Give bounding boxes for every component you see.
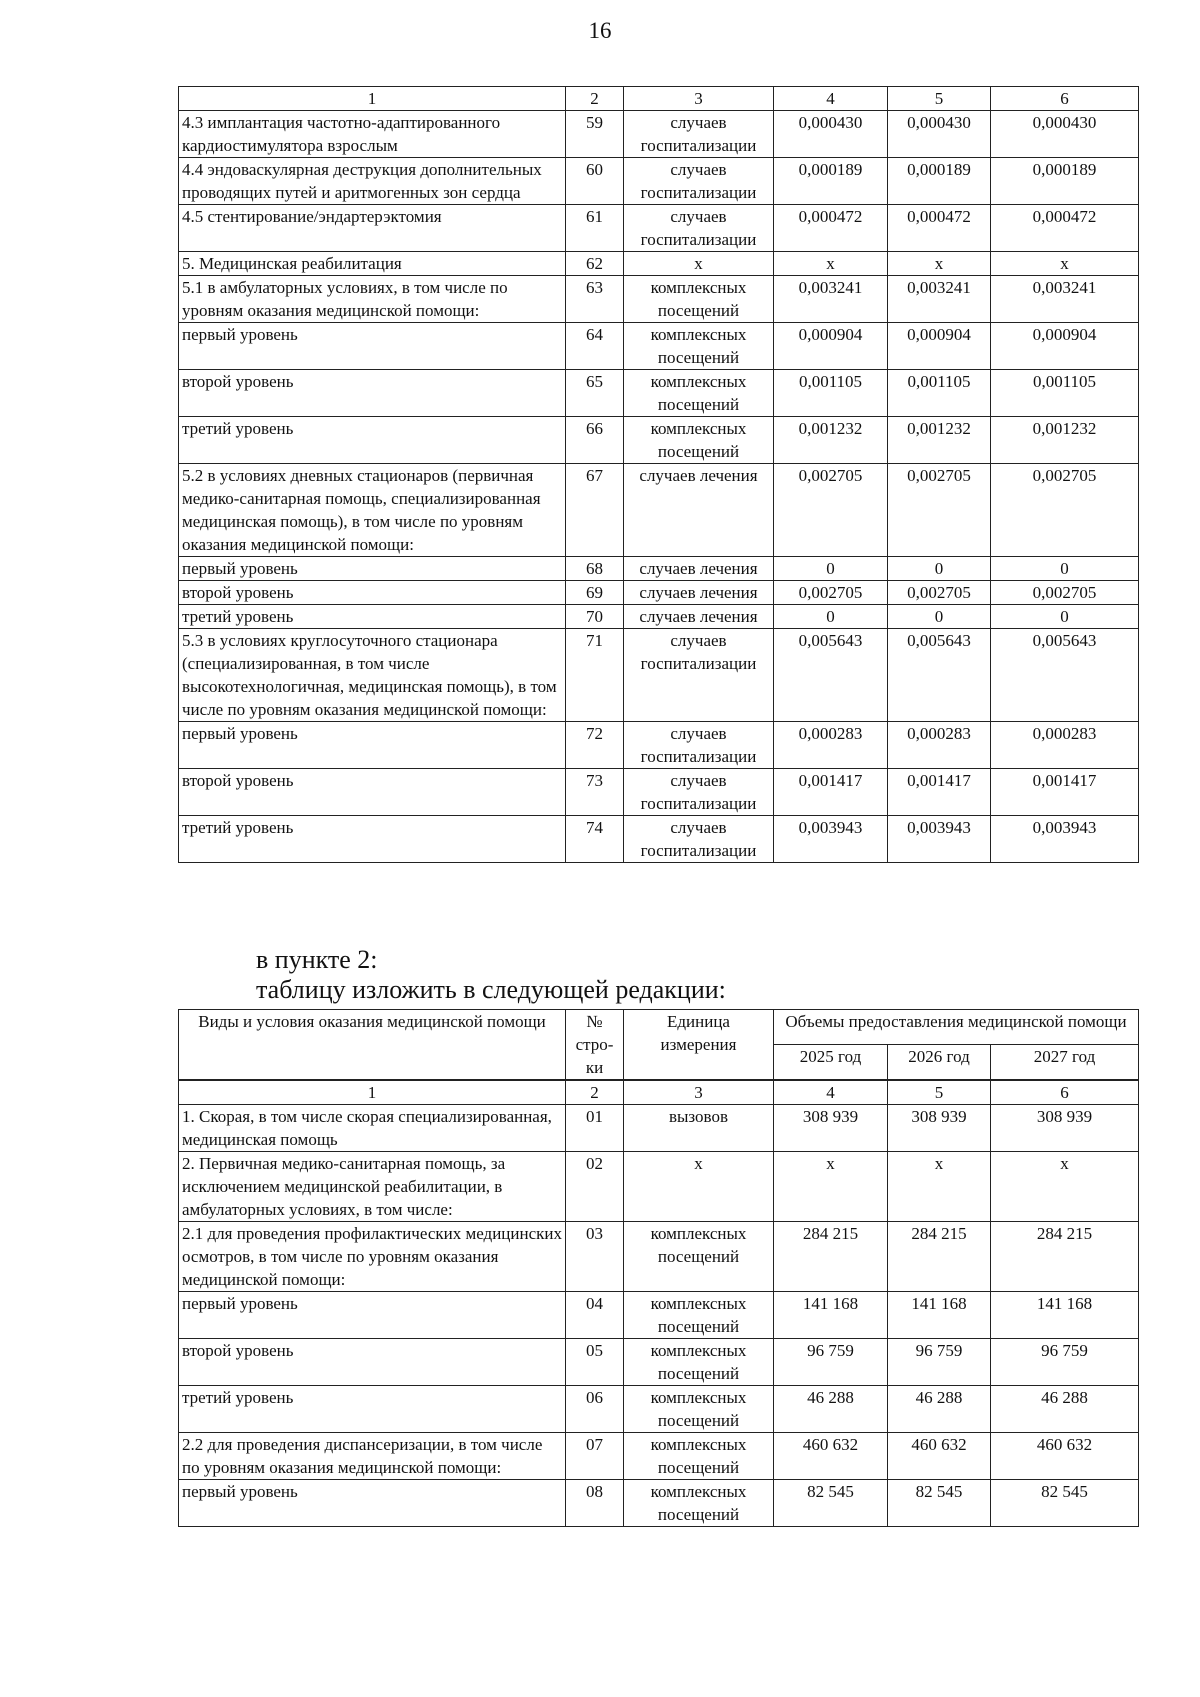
table-row [179, 276, 1139, 323]
row-number-cell: 69 [566, 581, 624, 605]
head-cell-year: 2025 год [774, 1044, 888, 1080]
table-row [179, 1105, 1139, 1152]
table-row [179, 1386, 1139, 1433]
row-name-cell: второй уровень [179, 769, 566, 816]
row-name-cell: третий уровень [179, 816, 566, 863]
unit-cell: случаев лечения [624, 605, 774, 629]
row-number-cell: 66 [566, 417, 624, 464]
value-cell: 0,001232 [991, 417, 1139, 464]
row-number-cell: 61 [566, 205, 624, 252]
unit-cell: комплексных посещений [624, 1386, 774, 1433]
value-cell: 0,001417 [888, 769, 991, 816]
value-cell: 0,000472 [991, 205, 1139, 252]
value-cell: 0,000430 [991, 111, 1139, 158]
unit-cell: случаев госпитализации [624, 158, 774, 205]
value-cell: 0,002705 [888, 464, 991, 557]
table-row [179, 629, 1139, 722]
value-cell: 0,003943 [991, 816, 1139, 863]
value-cell: 0,000904 [888, 323, 991, 370]
column-number-cell: 6 [991, 1080, 1139, 1105]
value-cell: 82 545 [888, 1480, 991, 1527]
value-cell: 0,001232 [774, 417, 888, 464]
value-cell: 0,001232 [888, 417, 991, 464]
value-cell: 0,000472 [888, 205, 991, 252]
value-cell: 141 168 [991, 1292, 1139, 1339]
value-cell: 284 215 [888, 1222, 991, 1292]
row-number-cell: 70 [566, 605, 624, 629]
unit-cell: комплексных посещений [624, 370, 774, 417]
value-cell: 0,001417 [774, 769, 888, 816]
unit-cell: комплексных посещений [624, 276, 774, 323]
unit-cell: вызовов [624, 1105, 774, 1152]
value-cell: 96 759 [991, 1339, 1139, 1386]
value-cell: 460 632 [774, 1433, 888, 1480]
column-number-row [179, 87, 1139, 111]
value-cell: 0,000430 [888, 111, 991, 158]
value-cell: 308 939 [991, 1105, 1139, 1152]
column-number-row [179, 1080, 1139, 1105]
table-row [179, 557, 1139, 581]
table-row [179, 1433, 1139, 1480]
value-cell: 0,000189 [888, 158, 991, 205]
value-cell: 0,002705 [774, 581, 888, 605]
row-number-cell: 03 [566, 1222, 624, 1292]
table-row [179, 769, 1139, 816]
table-row [179, 111, 1139, 158]
row-name-cell: 2.1 для проведения профилактических медицинских осмотров, в том числе по уровням оказания медицинской помощи: [179, 1222, 566, 1292]
row-number-cell: 60 [566, 158, 624, 205]
column-number-cell: 2 [566, 1080, 624, 1105]
row-number-cell: 07 [566, 1433, 624, 1480]
head-cell-year: 2027 год [991, 1044, 1139, 1080]
continuation-table [178, 86, 1139, 863]
unit-cell: случаев госпитализации [624, 769, 774, 816]
row-number-cell: 73 [566, 769, 624, 816]
row-name-cell: третий уровень [179, 417, 566, 464]
value-cell: 0,001105 [774, 370, 888, 417]
table-row [179, 252, 1139, 276]
value-cell: 96 759 [888, 1339, 991, 1386]
value-cell: 0,001105 [888, 370, 991, 417]
unit-cell: комплексных посещений [624, 323, 774, 370]
table-head-row [179, 1010, 1139, 1045]
table-row [179, 417, 1139, 464]
value-cell: 284 215 [991, 1222, 1139, 1292]
row-name-cell: первый уровень [179, 1480, 566, 1527]
unit-cell: комплексных посещений [624, 1480, 774, 1527]
value-cell: 0,000189 [991, 158, 1139, 205]
row-name-cell: 4.3 имплантация частотно-адаптированного кардиостимулятора взрослым [179, 111, 566, 158]
head-cell-unit: Единица измерения [624, 1010, 774, 1081]
row-name-cell: второй уровень [179, 581, 566, 605]
value-cell: 0,002705 [991, 464, 1139, 557]
row-number-cell: 62 [566, 252, 624, 276]
section-caption: в пункте 2: [256, 945, 378, 974]
row-number-cell: 05 [566, 1339, 624, 1386]
unit-cell: x [624, 1152, 774, 1222]
page-number: 16 [588, 18, 612, 43]
value-cell: x [991, 1152, 1139, 1222]
unit-cell: случаев госпитализации [624, 629, 774, 722]
column-number-cell: 4 [774, 1080, 888, 1105]
value-cell: 0,003943 [888, 816, 991, 863]
value-cell: 0,002705 [888, 581, 991, 605]
value-cell: 0,000189 [774, 158, 888, 205]
table-row [179, 1222, 1139, 1292]
column-number-cell: 5 [888, 87, 991, 111]
row-name-cell: второй уровень [179, 1339, 566, 1386]
row-number-cell: 65 [566, 370, 624, 417]
column-number-cell: 1 [179, 87, 566, 111]
column-number-cell: 1 [179, 1080, 566, 1105]
row-number-cell: 64 [566, 323, 624, 370]
value-cell: 0,003241 [774, 276, 888, 323]
column-number-cell: 5 [888, 1080, 991, 1105]
value-cell: 0 [774, 605, 888, 629]
value-cell: 460 632 [888, 1433, 991, 1480]
value-cell: 0,000430 [774, 111, 888, 158]
instruction-caption: таблицу изложить в следующей редакции: [256, 975, 726, 1004]
table-row [179, 205, 1139, 252]
column-number-cell: 6 [991, 87, 1139, 111]
row-name-cell: 2.2 для проведения диспансеризации, в том числе по уровням оказания медицинской помощи: [179, 1433, 566, 1480]
row-number-cell: 02 [566, 1152, 624, 1222]
value-cell: 0 [991, 605, 1139, 629]
value-cell: x [888, 1152, 991, 1222]
head-cell-year: 2026 год [888, 1044, 991, 1080]
unit-cell: x [624, 252, 774, 276]
unit-cell: комплексных посещений [624, 417, 774, 464]
value-cell: 0,001417 [991, 769, 1139, 816]
row-name-cell: третий уровень [179, 1386, 566, 1433]
value-cell: 0,000472 [774, 205, 888, 252]
table-row [179, 158, 1139, 205]
head-cell-row-number: № стро- ки [566, 1010, 624, 1081]
row-name-cell: 4.4 эндоваскулярная деструкция дополнительных проводящих путей и аритмогенных зон сердца [179, 158, 566, 205]
value-cell: 0,000904 [991, 323, 1139, 370]
value-cell: 0,002705 [774, 464, 888, 557]
unit-cell: случаев лечения [624, 464, 774, 557]
row-name-cell: 4.5 стентирование/эндартерэктомия [179, 205, 566, 252]
row-number-cell: 68 [566, 557, 624, 581]
unit-cell: случаев лечения [624, 557, 774, 581]
row-number-cell: 59 [566, 111, 624, 158]
row-number-cell: 04 [566, 1292, 624, 1339]
value-cell: 0,000283 [991, 722, 1139, 769]
value-cell: 82 545 [991, 1480, 1139, 1527]
row-name-cell: 5.2 в условиях дневных стационаров (первичная медико-санитарная помощь, специализированная медицинская помощь), в том числе по уровням оказания медицинской помощи: [179, 464, 566, 557]
value-cell: 0 [888, 557, 991, 581]
row-number-cell: 08 [566, 1480, 624, 1527]
column-number-cell: 3 [624, 1080, 774, 1105]
value-cell: 0,003241 [888, 276, 991, 323]
column-number-cell: 2 [566, 87, 624, 111]
row-number-cell: 63 [566, 276, 624, 323]
value-cell: 0 [991, 557, 1139, 581]
table-row [179, 464, 1139, 557]
row-number-cell: 06 [566, 1386, 624, 1433]
unit-cell: комплексных посещений [624, 1433, 774, 1480]
unit-cell: случаев госпитализации [624, 205, 774, 252]
value-cell: 0,003943 [774, 816, 888, 863]
row-name-cell: первый уровень [179, 323, 566, 370]
row-number-cell: 01 [566, 1105, 624, 1152]
table-row [179, 1339, 1139, 1386]
table-row [179, 1292, 1139, 1339]
value-cell: 141 168 [888, 1292, 991, 1339]
value-cell: 0,001105 [991, 370, 1139, 417]
unit-cell: случаев лечения [624, 581, 774, 605]
row-name-cell: первый уровень [179, 722, 566, 769]
column-number-cell: 4 [774, 87, 888, 111]
value-cell: x [991, 252, 1139, 276]
row-number-cell: 67 [566, 464, 624, 557]
column-number-cell: 3 [624, 87, 774, 111]
value-cell: x [888, 252, 991, 276]
value-cell: 0,005643 [774, 629, 888, 722]
value-cell: 0 [774, 557, 888, 581]
unit-cell: комплексных посещений [624, 1292, 774, 1339]
value-cell: 0,005643 [991, 629, 1139, 722]
head-cell-kind: Виды и условия оказания медицинской помощи [179, 1010, 566, 1081]
value-cell: 96 759 [774, 1339, 888, 1386]
value-cell: 0 [888, 605, 991, 629]
row-name-cell: третий уровень [179, 605, 566, 629]
value-cell: 46 288 [991, 1386, 1139, 1433]
table-row [179, 370, 1139, 417]
row-name-cell: 5.1 в амбулаторных условиях, в том числе по уровням оказания медицинской помощи: [179, 276, 566, 323]
volumes-table [178, 1009, 1139, 1527]
value-cell: 0,000283 [774, 722, 888, 769]
row-name-cell: первый уровень [179, 557, 566, 581]
value-cell: 460 632 [991, 1433, 1139, 1480]
table-row [179, 323, 1139, 370]
table-row [179, 1480, 1139, 1527]
row-name-cell: 5.3 в условиях круглосуточного стационара (специализированная, в том числе высокотехнологичная, медицинская помощь), в том числе по уровням оказания медицинской помощи: [179, 629, 566, 722]
row-name-cell: 5. Медицинская реабилитация [179, 252, 566, 276]
row-number-cell: 72 [566, 722, 624, 769]
table-row [179, 722, 1139, 769]
unit-cell: комплексных посещений [624, 1222, 774, 1292]
table-row [179, 1152, 1139, 1222]
row-number-cell: 74 [566, 816, 624, 863]
value-cell: 0,000904 [774, 323, 888, 370]
table-row [179, 581, 1139, 605]
value-cell: 0,000283 [888, 722, 991, 769]
table-row [179, 605, 1139, 629]
value-cell: 308 939 [888, 1105, 991, 1152]
value-cell: 0,005643 [888, 629, 991, 722]
head-cell-volumes: Объемы предоставления медицинской помощи [774, 1010, 1139, 1045]
value-cell: 0,002705 [991, 581, 1139, 605]
value-cell: x [774, 252, 888, 276]
table-row [179, 816, 1139, 863]
row-name-cell: первый уровень [179, 1292, 566, 1339]
value-cell: 284 215 [774, 1222, 888, 1292]
value-cell: 46 288 [888, 1386, 991, 1433]
unit-cell: случаев госпитализации [624, 111, 774, 158]
row-name-cell: второй уровень [179, 370, 566, 417]
value-cell: 141 168 [774, 1292, 888, 1339]
unit-cell: случаев госпитализации [624, 722, 774, 769]
value-cell: 82 545 [774, 1480, 888, 1527]
row-number-cell: 71 [566, 629, 624, 722]
unit-cell: случаев госпитализации [624, 816, 774, 863]
row-name-cell: 1. Скорая, в том числе скорая специализированная, медицинская помощь [179, 1105, 566, 1152]
unit-cell: комплексных посещений [624, 1339, 774, 1386]
value-cell: 308 939 [774, 1105, 888, 1152]
row-name-cell: 2. Первичная медико-санитарная помощь, за исключением медицинской реабилитации, в амбулаторных условиях, в том числе: [179, 1152, 566, 1222]
value-cell: 46 288 [774, 1386, 888, 1433]
value-cell: x [774, 1152, 888, 1222]
value-cell: 0,003241 [991, 276, 1139, 323]
